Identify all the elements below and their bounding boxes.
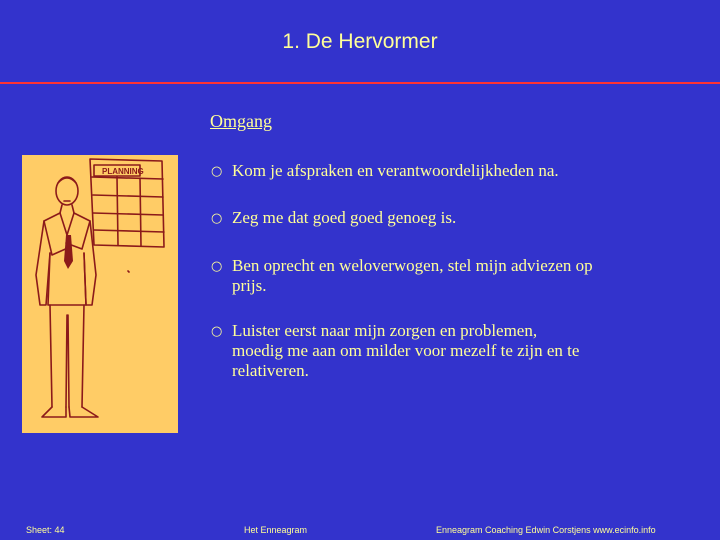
footer-slide-number: Sheet: 44 bbox=[26, 525, 65, 535]
bullet-text: Ben oprecht en weloverwogen, stel mijn adviezen op prijs. bbox=[232, 256, 593, 295]
bullet-item bbox=[211, 256, 593, 296]
bullet-item bbox=[211, 208, 456, 229]
man-with-planning-board-drawing bbox=[22, 155, 178, 433]
bullet-text: Zeg me dat goed goed genoeg is. bbox=[232, 208, 457, 227]
circle-bullet-icon: ○ bbox=[211, 211, 223, 226]
title-divider bbox=[0, 82, 720, 84]
section-subheading: Omgang bbox=[210, 111, 272, 131]
footer-right-text: Enneagram Coaching Edwin Corstjens www.ecinfo.info bbox=[436, 525, 656, 535]
slide-title: 1. De Hervormer bbox=[282, 30, 438, 53]
planning-sign-text: PLANNING bbox=[102, 167, 144, 176]
bullet-text: Kom je afspraken en verantwoordelijkheden na. bbox=[232, 161, 559, 180]
bullet-item bbox=[211, 321, 579, 381]
circle-bullet-icon: ○ bbox=[211, 324, 223, 339]
reformer-illustration bbox=[22, 155, 178, 433]
circle-bullet-icon: ○ bbox=[211, 259, 223, 274]
footer-center-text: Het Enneagram bbox=[244, 525, 308, 535]
circle-bullet-icon: ○ bbox=[211, 164, 223, 179]
bullet-text: Luister eerst naar mijn zorgen en problemen, moedig me aan om milder voor mezelf te zijn en te relativeren. bbox=[232, 321, 580, 380]
bullet-item bbox=[211, 161, 559, 182]
